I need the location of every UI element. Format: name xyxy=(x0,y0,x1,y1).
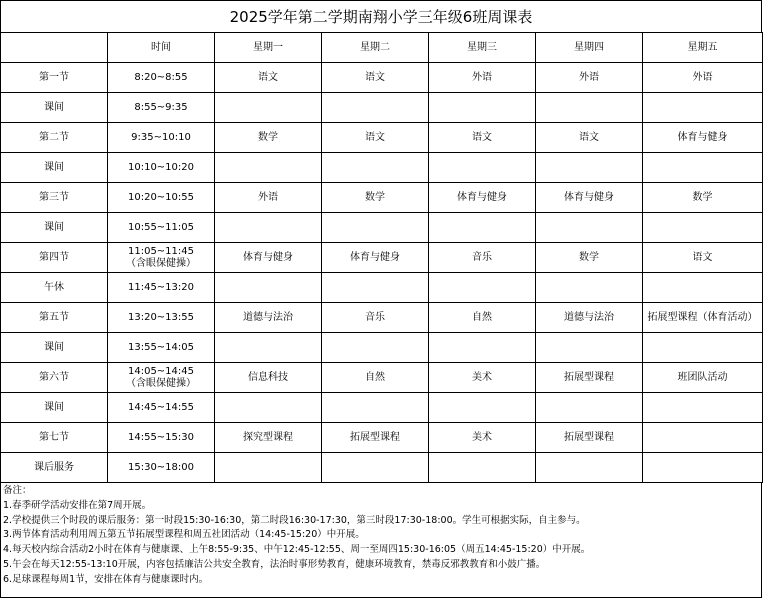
schedule-table xyxy=(0,32,763,483)
class-cell-wednesday xyxy=(429,393,536,423)
header-row xyxy=(1,33,763,63)
class-cell-tuesday: 拓展型课程 xyxy=(322,423,429,453)
class-cell-friday xyxy=(643,93,763,123)
class-cell-wednesday: 美术 xyxy=(429,363,536,393)
time-text: 14:05~14:45 xyxy=(127,365,194,377)
class-cell-tuesday: 语文 xyxy=(322,123,429,153)
class-cell-thursday xyxy=(536,213,643,243)
table-row xyxy=(1,243,763,273)
class-cell-tuesday: 音乐 xyxy=(322,303,429,333)
day-header-wednesday: 星期三 xyxy=(429,33,536,63)
notes-heading: 备注： xyxy=(3,485,32,496)
period-label: 第二节 xyxy=(1,123,108,153)
class-cell-tuesday: 语文 xyxy=(322,63,429,93)
class-cell-thursday xyxy=(536,273,643,303)
class-cell-thursday xyxy=(536,93,643,123)
time-text: （含眼保健操） xyxy=(126,257,196,269)
class-cell-friday: 拓展型课程（体育活动） xyxy=(643,303,763,333)
class-cell-monday xyxy=(215,453,322,483)
note-line: 6.足球课程每周1节，安排在体育与健康课时内。 xyxy=(3,573,209,585)
time-cell xyxy=(108,153,215,183)
table-row xyxy=(1,423,763,453)
class-cell-monday xyxy=(215,213,322,243)
class-cell-friday: 班团队活动 xyxy=(643,363,763,393)
time-cell xyxy=(108,213,215,243)
class-cell-tuesday xyxy=(322,93,429,123)
table-row xyxy=(1,393,763,423)
notes-section xyxy=(0,482,762,598)
period-label: 第七节 xyxy=(1,423,108,453)
period-label: 课间 xyxy=(1,333,108,363)
period-label: 第五节 xyxy=(1,303,108,333)
time-cell xyxy=(108,183,215,213)
period-label: 课后服务 xyxy=(1,453,108,483)
class-cell-thursday: 拓展型课程 xyxy=(536,363,643,393)
period-label: 第四节 xyxy=(1,243,108,273)
time-text: 11:45~13:20 xyxy=(127,281,194,293)
class-cell-thursday: 语文 xyxy=(536,123,643,153)
class-cell-wednesday xyxy=(429,213,536,243)
note-line: 3.两节体育活动利用周五第五节拓展型课程和周五社团活动（14:45-15:20）中开展。 xyxy=(3,529,365,541)
corner-cell xyxy=(1,33,108,63)
day-header-friday: 星期五 xyxy=(643,33,763,63)
class-cell-friday: 体育与健身 xyxy=(643,123,763,153)
time-cell xyxy=(108,63,215,93)
class-cell-friday xyxy=(643,333,763,363)
class-cell-tuesday xyxy=(322,213,429,243)
class-cell-tuesday xyxy=(322,333,429,363)
period-label: 课间 xyxy=(1,213,108,243)
class-cell-monday: 探究型课程 xyxy=(215,423,322,453)
table-row xyxy=(1,213,763,243)
table-row xyxy=(1,63,763,93)
period-label: 第三节 xyxy=(1,183,108,213)
time-cell xyxy=(108,393,215,423)
time-cell xyxy=(108,243,215,273)
day-header-monday: 星期一 xyxy=(215,33,322,63)
table-row xyxy=(1,333,763,363)
time-cell xyxy=(108,333,215,363)
class-cell-monday xyxy=(215,273,322,303)
day-header-tuesday: 星期二 xyxy=(322,33,429,63)
class-cell-thursday: 外语 xyxy=(536,63,643,93)
time-text: 11:05~11:45 xyxy=(127,245,194,257)
period-label: 第六节 xyxy=(1,363,108,393)
class-cell-monday xyxy=(215,333,322,363)
class-cell-monday: 道德与法治 xyxy=(215,303,322,333)
class-cell-monday: 信息科技 xyxy=(215,363,322,393)
note-line: 1.春季研学活动安排在第7周开展。 xyxy=(3,499,152,511)
time-cell xyxy=(108,453,215,483)
class-cell-wednesday: 体育与健身 xyxy=(429,183,536,213)
class-cell-tuesday: 自然 xyxy=(322,363,429,393)
time-cell xyxy=(108,123,215,153)
table-row xyxy=(1,153,763,183)
class-cell-wednesday xyxy=(429,273,536,303)
time-text: 9:35~10:10 xyxy=(131,131,191,143)
class-cell-friday xyxy=(643,453,763,483)
table-row xyxy=(1,183,763,213)
class-cell-friday xyxy=(643,393,763,423)
time-text: 10:55~11:05 xyxy=(127,221,194,233)
class-cell-tuesday xyxy=(322,393,429,423)
time-text: 10:20~10:55 xyxy=(127,191,194,203)
table-row xyxy=(1,123,763,153)
class-cell-wednesday xyxy=(429,453,536,483)
class-cell-wednesday: 语文 xyxy=(429,123,536,153)
class-cell-thursday: 道德与法治 xyxy=(536,303,643,333)
class-cell-friday xyxy=(643,423,763,453)
time-text: 8:20~8:55 xyxy=(134,71,188,83)
class-cell-thursday: 数学 xyxy=(536,243,643,273)
time-text: 15:30~18:00 xyxy=(127,461,194,473)
class-cell-thursday xyxy=(536,453,643,483)
time-text: （含眼保健操） xyxy=(126,377,196,389)
class-cell-tuesday: 数学 xyxy=(322,183,429,213)
page-title: 2025学年第二学期南翔小学三年级6班周课表 xyxy=(0,0,762,32)
period-label: 课间 xyxy=(1,153,108,183)
time-cell xyxy=(108,273,215,303)
class-cell-wednesday: 音乐 xyxy=(429,243,536,273)
class-cell-wednesday xyxy=(429,153,536,183)
class-cell-thursday xyxy=(536,153,643,183)
period-label: 午休 xyxy=(1,273,108,303)
table-row xyxy=(1,363,763,393)
period-label: 课间 xyxy=(1,93,108,123)
class-cell-monday: 外语 xyxy=(215,183,322,213)
class-cell-tuesday xyxy=(322,153,429,183)
note-line: 4.每天校内综合活动2小时在体育与健康课、上午8:55-9:35、中午12:45-12:55、周一至周四15:30-16:05（周五14:45-15:20）中开展。 xyxy=(3,544,591,556)
time-text: 8:55~9:35 xyxy=(134,101,188,113)
note-line: 5.午会在每天12:55-13:10开展，内容包括廉洁公共安全教育，法治时事形势教育，健康环境教育，禁毒反邪教教育和小鼓广播。 xyxy=(3,558,546,570)
time-cell xyxy=(108,363,215,393)
class-cell-monday xyxy=(215,393,322,423)
class-cell-wednesday xyxy=(429,333,536,363)
class-cell-friday xyxy=(643,213,763,243)
class-cell-friday xyxy=(643,273,763,303)
time-text: 10:10~10:20 xyxy=(127,161,194,173)
class-cell-monday: 体育与健身 xyxy=(215,243,322,273)
class-cell-wednesday xyxy=(429,93,536,123)
time-text: 14:45~14:55 xyxy=(127,401,194,413)
class-cell-thursday: 体育与健身 xyxy=(536,183,643,213)
class-cell-friday: 外语 xyxy=(643,63,763,93)
class-cell-tuesday xyxy=(322,273,429,303)
class-cell-wednesday: 自然 xyxy=(429,303,536,333)
time-header: 时间 xyxy=(108,33,215,63)
class-cell-friday xyxy=(643,153,763,183)
time-text: 13:55~14:05 xyxy=(127,341,194,353)
table-row xyxy=(1,93,763,123)
class-cell-wednesday: 美术 xyxy=(429,423,536,453)
table-row xyxy=(1,453,763,483)
class-cell-tuesday: 体育与健身 xyxy=(322,243,429,273)
time-text: 14:55~15:30 xyxy=(127,431,194,443)
class-cell-tuesday xyxy=(322,453,429,483)
time-text: 13:20~13:55 xyxy=(127,311,194,323)
table-row xyxy=(1,273,763,303)
class-cell-monday: 语文 xyxy=(215,63,322,93)
class-cell-monday xyxy=(215,93,322,123)
table-row xyxy=(1,303,763,333)
class-cell-friday: 数学 xyxy=(643,183,763,213)
period-label: 课间 xyxy=(1,393,108,423)
class-cell-thursday xyxy=(536,333,643,363)
class-cell-wednesday: 外语 xyxy=(429,63,536,93)
class-cell-monday: 数学 xyxy=(215,123,322,153)
time-cell xyxy=(108,93,215,123)
note-line: 2.学校提供三个时段的课后服务：第一时段15:30-16:30，第二时段16:30-17:30，第三时段17:30-18:00。学生可根据实际，自主参与。 xyxy=(3,514,586,526)
time-cell xyxy=(108,303,215,333)
period-label: 第一节 xyxy=(1,63,108,93)
day-header-thursday: 星期四 xyxy=(536,33,643,63)
class-cell-friday: 语文 xyxy=(643,243,763,273)
class-cell-monday xyxy=(215,153,322,183)
time-cell xyxy=(108,423,215,453)
class-cell-thursday xyxy=(536,393,643,423)
class-cell-thursday: 拓展型课程 xyxy=(536,423,643,453)
